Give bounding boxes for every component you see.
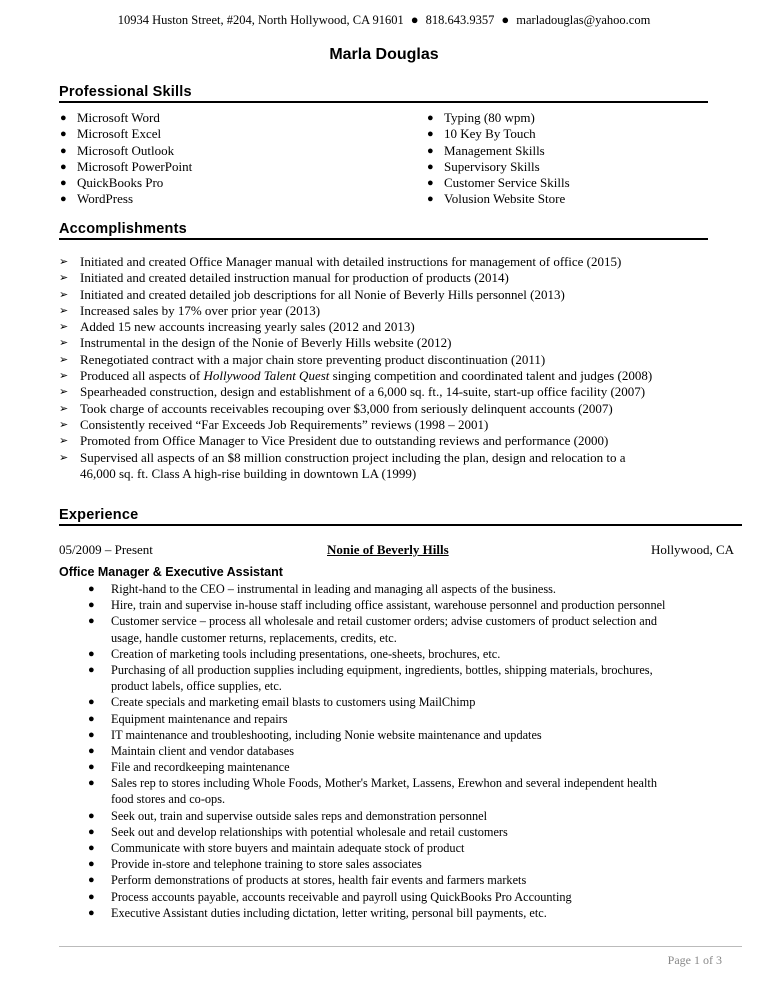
skills-list-right	[424, 110, 724, 208]
bullet-icon: ●	[88, 858, 95, 871]
separator-dot: ●	[410, 12, 419, 27]
arrow-bullet-icon: ➢	[59, 337, 69, 350]
bullet-icon: ●	[88, 583, 95, 595]
bullet-icon: ●	[88, 890, 95, 903]
accomplishments-list	[59, 254, 749, 482]
arrow-bullet-icon: ➢	[59, 353, 69, 366]
bullet-icon: ●	[88, 809, 95, 822]
bullet-icon: ●	[60, 144, 67, 157]
job-header	[59, 542, 734, 559]
address: 10934 Huston Street, #204, North Hollywood, CA 91601	[117, 13, 404, 27]
page-number: Page 1 of 3	[667, 953, 722, 967]
duty-item: ● Maintain client and vendor databases	[88, 743, 295, 758]
bullet-icon: ●	[88, 728, 95, 741]
duty-continuation: product labels, office supplies, etc.	[111, 679, 282, 694]
arrow-bullet-icon: ➢	[59, 386, 69, 399]
skills-heading: Professional Skills	[59, 84, 192, 100]
skill-item: ● Management Skills	[427, 142, 545, 158]
skill-item: ● Microsoft Excel	[60, 126, 162, 142]
section-rule	[59, 101, 708, 103]
duty-item: ● Hire, train and supervise in-house staff including office assistant, warehouse personnel and production personnel	[88, 598, 666, 613]
bullet-icon: ●	[427, 128, 434, 141]
duty-item: ● IT maintenance and troubleshooting, including Nonie website maintenance and updates	[88, 727, 542, 742]
job-title: Office Manager & Executive Assistant	[59, 565, 283, 579]
bullet-icon: ●	[60, 177, 67, 190]
accomplishment-item: ➢ Increased sales by 17% over prior year (2013)	[59, 302, 321, 318]
arrow-bullet-icon: ➢	[59, 418, 69, 431]
duty-item: ● Right-hand to the CEO – instrumental in leading and managing all aspects of the business.	[88, 582, 556, 596]
arrow-bullet-icon: ➢	[59, 272, 69, 285]
duty-item: ● Purchasing of all production supplies including equipment, ingredients, bottles, shipping materials, brochures,	[88, 662, 653, 677]
accomplishment-item: ➢ Took charge of accounts receivables recouping over $3,000 from seriously delinquent accounts (2007)	[59, 400, 613, 416]
skills-list-left	[57, 110, 377, 208]
duty-item: ● Customer service – process all wholesale and retail customer orders; advise customers of product selection and	[88, 614, 658, 629]
bullet-icon: ●	[427, 177, 434, 190]
duty-continuation: usage, handle customer returns, replacements, credits, etc.	[111, 630, 397, 645]
bullet-icon: ●	[60, 112, 67, 124]
duty-item: ● Process accounts payable, accounts receivable and payroll using QuickBooks Pro Accounting	[88, 889, 572, 904]
skill-item: ● Supervisory Skills	[427, 158, 540, 174]
skill-item: ● Microsoft Word	[60, 110, 160, 125]
accomplishment-item: ➢ Instrumental in the design of the Nonie of Beverly Hills website (2012)	[59, 335, 452, 351]
duty-item: ● File and recordkeeping maintenance	[88, 760, 290, 775]
duty-item: ● Creation of marketing tools including presentations, one-sheets, brochures, etc.	[88, 646, 501, 661]
duty-item: ● Provide in-store and telephone training to store sales associates	[88, 857, 422, 872]
job-location: Hollywood, CA	[650, 542, 734, 557]
accomplishment-item: ➢ Spearheaded construction, design and establishment of a 6,000 sq. ft., 14-suite, start-up office facility (2007)	[59, 384, 646, 400]
skill-item: ● Typing (80 wpm)	[427, 110, 535, 125]
skill-item: ● WordPress	[60, 191, 134, 207]
duty-item: ● Create specials and marketing email blasts to customers using MailChimp	[88, 695, 476, 710]
duty-item: ● Seek out, train and supervise outside sales reps and demonstration personnel	[88, 808, 487, 823]
bullet-icon: ●	[88, 663, 95, 676]
duty-item: ● Seek out and develop relationships with potential wholesale and retail customers	[88, 824, 508, 839]
section-rule	[59, 524, 742, 526]
accomplishment-item: ➢ Supervised all aspects of an $8 million construction project including the plan, design and relocation to a	[59, 449, 626, 465]
accomplishment-item: ➢ Promoted from Office Manager to Vice President due to outstanding reviews and performance (2000)	[59, 433, 609, 449]
candidate-name: Marla Douglas	[329, 46, 439, 63]
footer-rule	[59, 946, 742, 947]
competition-title: Hollywood Talent Quest	[203, 368, 330, 384]
bullet-icon: ●	[60, 128, 67, 141]
arrow-bullet-icon: ➢	[59, 435, 69, 448]
duty-continuation: food stores and co-ops.	[111, 792, 226, 807]
duty-item: ● Sales rep to stores including Whole Foods, Mother's Market, Lassens, Erewhon and several independent health	[88, 776, 657, 791]
job-dates: 05/2009 – Present	[59, 542, 153, 557]
arrow-bullet-icon: ➢	[59, 370, 69, 383]
skill-item: ● QuickBooks Pro	[60, 175, 164, 191]
phone: 818.643.9357	[425, 13, 495, 27]
accomplishment-continuation: 46,000 sq. ft. Class A high-rise building in downtown LA (1999)	[80, 465, 417, 481]
bullet-icon: ●	[88, 712, 95, 725]
duty-item: ● Executive Assistant duties including dictation, letter writing, personal bill payments, etc.	[88, 905, 547, 920]
bullet-icon: ●	[88, 696, 95, 709]
accomplishments-heading: Accomplishments	[59, 221, 187, 237]
accomplishment-item: ➢ Added 15 new accounts increasing yearly sales (2012 and 2013)	[59, 319, 415, 335]
skill-item: ● Customer Service Skills	[427, 175, 570, 191]
separator-dot: ●	[501, 12, 510, 27]
accomplishment-item: ➢ Produced all aspects of Hollywood Talent Quest singing competition and coordinated talent and judges (2008)	[59, 368, 653, 384]
bullet-icon: ●	[427, 160, 434, 173]
bullet-icon: ●	[427, 193, 434, 206]
arrow-bullet-icon: ➢	[59, 304, 69, 317]
bullet-icon: ●	[88, 647, 95, 660]
accomplishment-item: ➢ Initiated and created detailed instruction manual for production of products (2014)	[59, 270, 509, 286]
experience-heading: Experience	[59, 507, 139, 523]
skill-item: ● Microsoft Outlook	[60, 142, 175, 158]
bullet-icon: ●	[88, 906, 95, 919]
bullet-icon: ●	[60, 160, 67, 173]
accomplishment-item: ➢ Renegotiated contract with a major chain store preventing product discontinuation (2011)	[59, 351, 546, 367]
contact-line	[0, 12, 768, 28]
arrow-bullet-icon: ➢	[59, 451, 69, 464]
bullet-icon: ●	[88, 599, 95, 612]
duty-item: ● Communicate with store buyers and maintain adequate stock of product	[88, 841, 465, 855]
section-rule	[59, 238, 708, 240]
duty-item: ● Perform demonstrations of products at stores, health fair events and farmers markets	[88, 873, 527, 888]
arrow-bullet-icon: ➢	[59, 256, 69, 268]
bullet-icon: ●	[88, 744, 95, 757]
duties-list	[86, 581, 726, 921]
arrow-bullet-icon: ➢	[59, 321, 69, 334]
accomplishment-item: ➢ Initiated and created detailed job descriptions for all Nonie of Beverly Hills personnel (2013)	[59, 286, 565, 302]
bullet-icon: ●	[88, 825, 95, 838]
bullet-icon: ●	[88, 761, 95, 774]
bullet-icon: ●	[427, 112, 434, 124]
arrow-bullet-icon: ➢	[59, 402, 69, 415]
accomplishment-item: ➢ Consistently received “Far Exceeds Job Requirements” reviews (1998 – 2001)	[59, 416, 489, 432]
skill-item: ● Volusion Website Store	[427, 191, 566, 207]
skill-item: ● Microsoft PowerPoint	[60, 158, 193, 174]
email: marladouglas@yahoo.com	[516, 13, 651, 27]
arrow-bullet-icon: ➢	[59, 288, 69, 301]
bullet-icon: ●	[427, 144, 434, 157]
bullet-icon: ●	[88, 615, 95, 628]
bullet-icon: ●	[88, 874, 95, 887]
duty-item: ● Equipment maintenance and repairs	[88, 711, 288, 726]
bullet-icon: ●	[88, 777, 95, 790]
bullet-icon: ●	[60, 193, 67, 206]
accomplishment-item: ➢ Initiated and created Office Manager manual with detailed instructions for management of office (2015)	[59, 254, 622, 269]
company-name: Nonie of Beverly Hills	[327, 542, 449, 557]
skill-item: ● 10 Key By Touch	[427, 126, 536, 142]
bullet-icon: ●	[88, 842, 95, 854]
